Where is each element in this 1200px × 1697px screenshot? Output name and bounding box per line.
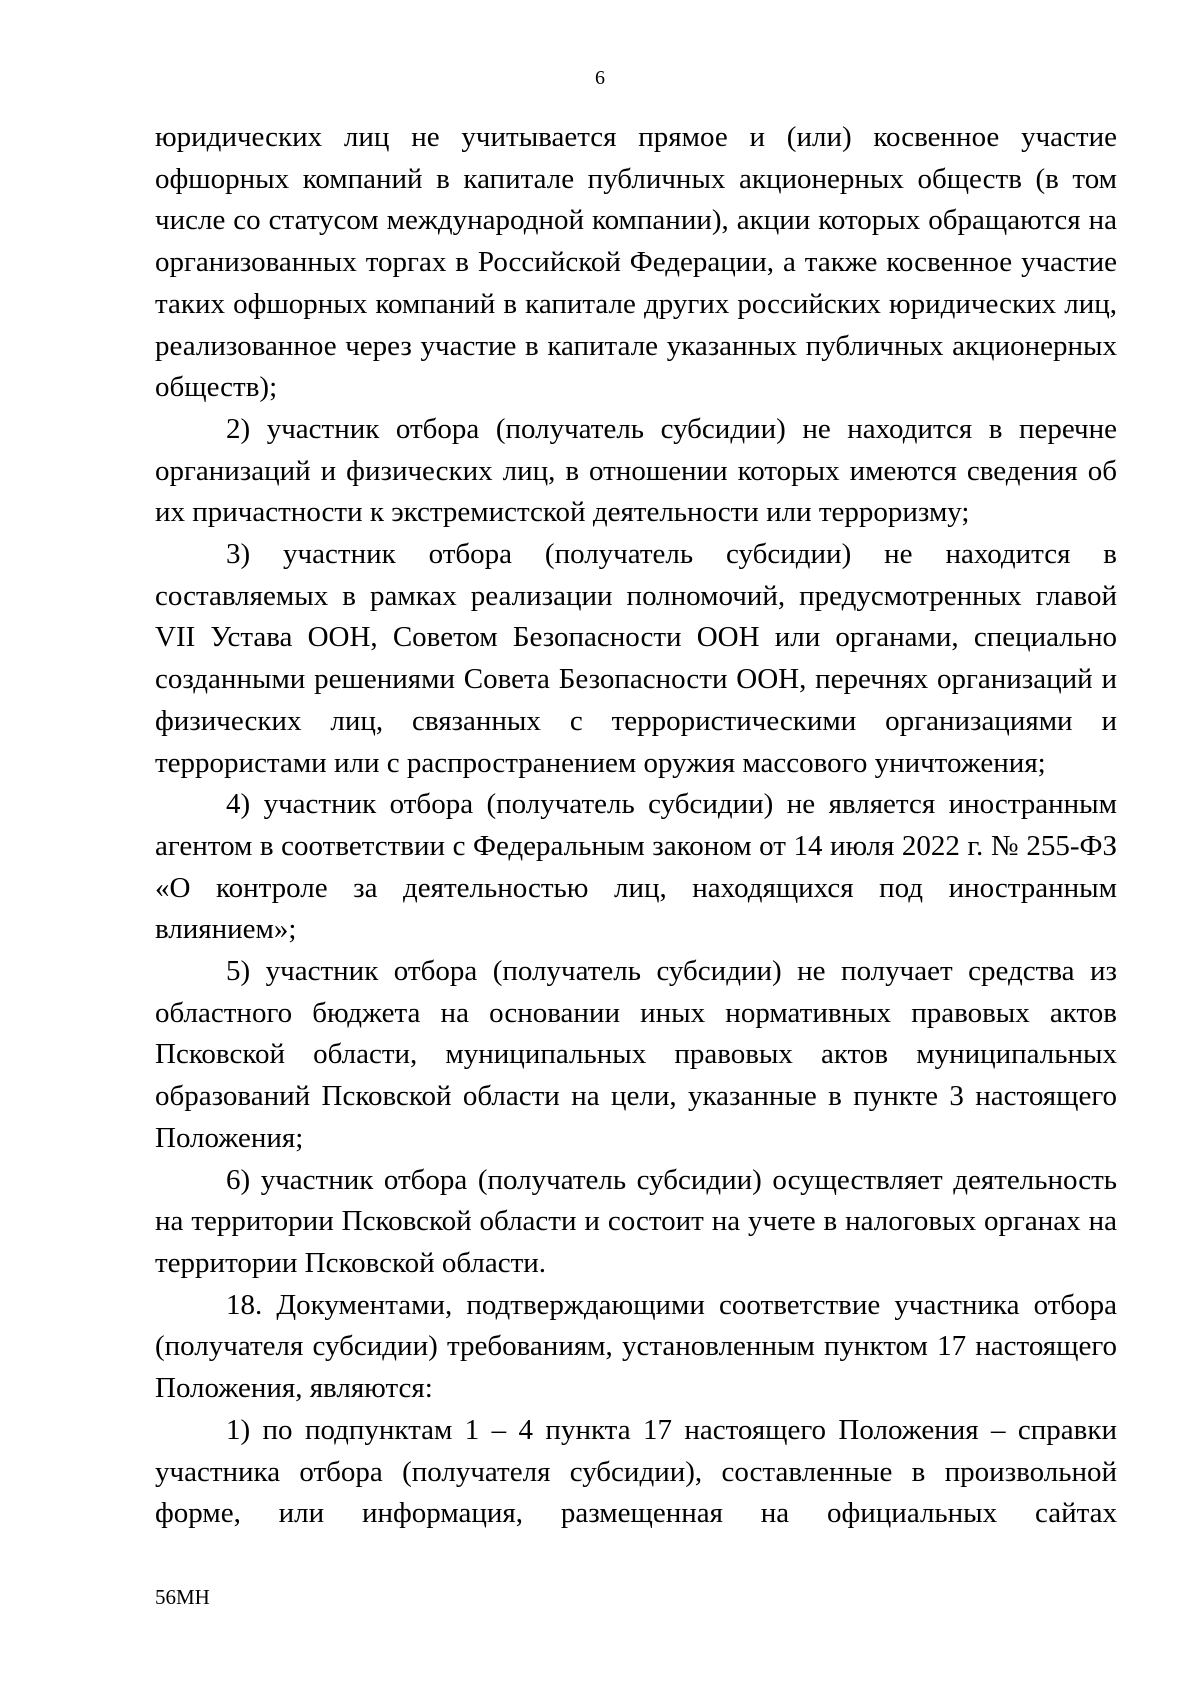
paragraph-item-5: 5) участник отбора (получатель субсидии) не получает средства из областного бюджета на основании иных нормативных правовых актов Псковской области, муниципальных правовых актов муниципальных образований Псковской области на цели, указанные в пункте 3 настоящего Положения; bbox=[155, 955, 1117, 1154]
paragraph-item-6: 6) участник отбора (получатель субсидии) осуществляет деятельность на территории Псковской области и состоит на учете в налоговых органах на территории Псковской области. bbox=[155, 1163, 1117, 1279]
document-body bbox=[155, 117, 1117, 1535]
footer-document-code: 56МН bbox=[155, 1585, 210, 1609]
paragraph-item-4: 4) участник отбора (получатель субсидии) не является иностранным агентом в соответствии с Федеральным законом от 14 июля 2022 г. № 255-ФЗ «О контроле за деятельностью лиц, находящихся под иностранным влиянием»; bbox=[155, 788, 1117, 946]
paragraph-clause-18-item-1: 1) по подпунктам 1 – 4 пункта 17 настоящего Положения – справки участника отбора (получателя субсидии), составленные в произвольной форме, или информация, размещенная на официальных сайтах bbox=[155, 1413, 1117, 1530]
paragraph-item-2: 2) участник отбора (получатель субсидии) не находится в перечне организаций и физических лиц, в отношении которых имеются сведения об их причастности к экстремистской деятельности или терроризму; bbox=[155, 412, 1117, 529]
paragraph-clause-18: 18. Документами, подтверждающими соответствие участника отбора (получателя субсидии) требованиям, установленным пунктом 17 настоящего Положения, являются: bbox=[155, 1288, 1117, 1405]
page-number: 6 bbox=[595, 67, 605, 89]
paragraph-continuation: юридических лиц не учитывается прямое и (или) косвенное участие офшорных компаний в капитале публичных акционерных обществ (в том числе со статусом международной компании), акции которых обращаются на организованных торгах в Российской Федерации, а также косвенное участие таких офшорных компаний в капитале других российских юридических лиц, реализованное через участие в капитале указанных публичных акционерных обществ); bbox=[155, 121, 1117, 404]
paragraph-item-3: 3) участник отбора (получатель субсидии) не находится в составляемых в рамках реализации полномочий, предусмотренных главой VII Устава ООН, Советом Безопасности ООН или органами, специально созданными решениями Совета Безопасности ООН, перечнях организаций и физических лиц, связанных с террористическими организациями и террористами или с распространением оружия массового уничтожения; bbox=[155, 538, 1117, 779]
